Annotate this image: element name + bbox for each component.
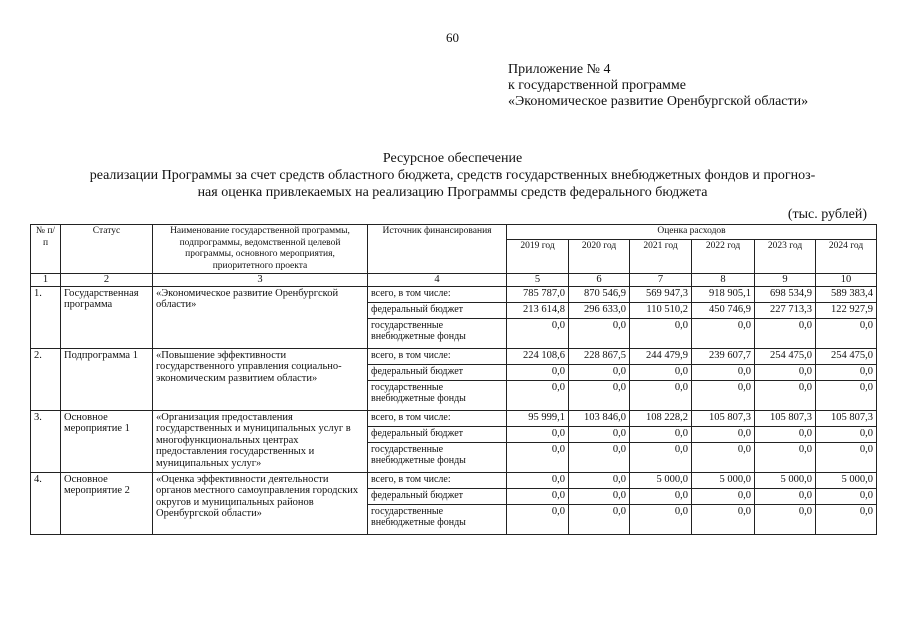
expense-value: 0,0 [816, 488, 877, 504]
expense-value: 0,0 [630, 380, 692, 410]
funding-source: федеральный бюджет [368, 364, 507, 380]
header-year: 2019 год [507, 240, 569, 274]
expense-value: 105 807,3 [692, 410, 755, 426]
expense-value: 0,0 [569, 488, 630, 504]
row-status: Основное мероприятие 1 [61, 410, 153, 472]
header-source: Источник финансирования [368, 225, 507, 274]
expense-value: 296 633,0 [569, 302, 630, 318]
expense-value: 0,0 [692, 504, 755, 534]
column-number: 10 [816, 274, 877, 287]
expense-value: 0,0 [816, 442, 877, 472]
expense-value: 0,0 [569, 380, 630, 410]
expense-value: 0,0 [692, 488, 755, 504]
row-number: 1. [31, 286, 61, 348]
header-year: 2024 год [816, 240, 877, 274]
column-number: 1 [31, 274, 61, 287]
page-number: 60 [446, 30, 459, 45]
column-number: 3 [153, 274, 368, 287]
expense-value: 0,0 [569, 318, 630, 348]
expense-value: 450 746,9 [692, 302, 755, 318]
expense-value: 0,0 [630, 488, 692, 504]
table-row [31, 286, 877, 302]
column-number: 8 [692, 274, 755, 287]
budget-table [30, 224, 877, 535]
expense-value: 0,0 [507, 442, 569, 472]
expense-value: 698 534,9 [755, 286, 816, 302]
expense-value: 228 867,5 [569, 348, 630, 364]
table-body [31, 286, 877, 534]
row-status: Государственная программа [61, 286, 153, 348]
expense-value: 0,0 [630, 442, 692, 472]
expense-value: 0,0 [692, 318, 755, 348]
expense-value: 0,0 [755, 488, 816, 504]
row-name: «Повышение эффективности государственного управления социально-экономическим развитием области» [153, 348, 368, 410]
expense-value: 0,0 [507, 380, 569, 410]
row-number: 3. [31, 410, 61, 472]
funding-source: федеральный бюджет [368, 488, 507, 504]
expense-value: 108 228,2 [630, 410, 692, 426]
row-number: 2. [31, 348, 61, 410]
expense-value: 0,0 [816, 318, 877, 348]
expense-value: 918 905,1 [692, 286, 755, 302]
expense-value: 0,0 [692, 364, 755, 380]
expense-value: 0,0 [692, 426, 755, 442]
row-number: 4. [31, 472, 61, 534]
expense-value: 105 807,3 [755, 410, 816, 426]
expense-value: 0,0 [507, 318, 569, 348]
title-line-2: реализации Программы за счет средств областного бюджета, средств государственных внебюджетных фондов и прогноз- [89, 168, 816, 183]
header-year: 2021 год [630, 240, 692, 274]
expense-value: 0,0 [755, 426, 816, 442]
expense-value: 0,0 [569, 472, 630, 488]
table-row [31, 472, 877, 488]
expense-value: 227 713,3 [755, 302, 816, 318]
expense-value: 0,0 [630, 504, 692, 534]
expense-value: 0,0 [569, 364, 630, 380]
column-number: 6 [569, 274, 630, 287]
expense-value: 0,0 [569, 426, 630, 442]
funding-source: всего, в том числе: [368, 410, 507, 426]
expense-value: 5 000,0 [755, 472, 816, 488]
expense-value: 0,0 [630, 318, 692, 348]
expense-value: 224 108,6 [507, 348, 569, 364]
column-number: 4 [368, 274, 507, 287]
funding-source: государственные внебюджетные фонды [368, 380, 507, 410]
expense-value: 95 999,1 [507, 410, 569, 426]
expense-value: 0,0 [755, 364, 816, 380]
header-year: 2020 год [569, 240, 630, 274]
expense-value: 110 510,2 [630, 302, 692, 318]
funding-source: государственные внебюджетные фонды [368, 504, 507, 534]
document-title [0, 150, 905, 201]
funding-source: федеральный бюджет [368, 302, 507, 318]
expense-value: 0,0 [816, 364, 877, 380]
expense-value: 0,0 [507, 488, 569, 504]
header-estimate: Оценка расходов [507, 225, 877, 240]
expense-value: 0,0 [816, 426, 877, 442]
expense-value: 0,0 [692, 380, 755, 410]
title-line-1: Ресурсное обеспечение [382, 151, 523, 166]
row-status: Подпрограмма 1 [61, 348, 153, 410]
funding-source: государственные внебюджетные фонды [368, 318, 507, 348]
appendix-line-2: к государственной программе [508, 78, 686, 93]
table-row [31, 348, 877, 364]
row-name: «Оценка эффективности деятельности органов местного самоуправления городских округов и муниципальных районов Оренбургской области» [153, 472, 368, 534]
header-year: 2023 год [755, 240, 816, 274]
header-year: 2022 год [692, 240, 755, 274]
expense-value: 785 787,0 [507, 286, 569, 302]
expense-value: 5 000,0 [692, 472, 755, 488]
row-name: «Организация предоставления государственных и муниципальных услуг в многофункциональных центрах предоставления государственных и муниципальных услуг» [153, 410, 368, 472]
expense-value: 0,0 [755, 380, 816, 410]
expense-value: 105 807,3 [816, 410, 877, 426]
column-number: 5 [507, 274, 569, 287]
header-no: № п/п [31, 225, 61, 274]
header-status: Статус [61, 225, 153, 274]
expense-value: 0,0 [507, 504, 569, 534]
column-number: 2 [61, 274, 153, 287]
expense-value: 254 475,0 [755, 348, 816, 364]
expense-value: 0,0 [755, 504, 816, 534]
expense-value: 0,0 [569, 504, 630, 534]
funding-source: федеральный бюджет [368, 426, 507, 442]
funding-source: всего, в том числе: [368, 472, 507, 488]
row-status: Основное мероприятие 2 [61, 472, 153, 534]
expense-value: 0,0 [692, 442, 755, 472]
row-name: «Экономическое развитие Оренбургской области» [153, 286, 368, 348]
expense-value: 0,0 [630, 364, 692, 380]
funding-source: всего, в том числе: [368, 286, 507, 302]
expense-value: 103 846,0 [569, 410, 630, 426]
expense-value: 0,0 [507, 364, 569, 380]
column-number: 7 [630, 274, 692, 287]
column-number-row [31, 274, 877, 287]
column-number: 9 [755, 274, 816, 287]
expense-value: 0,0 [630, 426, 692, 442]
expense-value: 589 383,4 [816, 286, 877, 302]
expense-value: 5 000,0 [816, 472, 877, 488]
expense-value: 0,0 [816, 380, 877, 410]
expense-value: 239 607,7 [692, 348, 755, 364]
expense-value: 870 546,9 [569, 286, 630, 302]
expense-value: 0,0 [569, 442, 630, 472]
appendix-line-3: «Экономическое развитие Оренбургской области» [508, 94, 809, 109]
units-label: (тыс. рублей) [787, 207, 867, 222]
expense-value: 569 947,3 [630, 286, 692, 302]
funding-source: государственные внебюджетные фонды [368, 442, 507, 472]
appendix-block [508, 62, 808, 110]
expense-value: 0,0 [755, 442, 816, 472]
expense-value: 0,0 [755, 318, 816, 348]
expense-value: 5 000,0 [630, 472, 692, 488]
expense-value: 254 475,0 [816, 348, 877, 364]
expense-value: 0,0 [816, 504, 877, 534]
header-name: Наименование государственной программы, подпрограммы, ведомственной целевой программы, основного мероприятия, приоритетного проекта [153, 225, 368, 274]
appendix-line-1: Приложение № 4 [508, 62, 611, 77]
expense-value: 213 614,8 [507, 302, 569, 318]
title-line-3: ная оценка привлекаемых на реализацию Программы средств федерального бюджета [197, 185, 708, 200]
expense-value: 0,0 [507, 472, 569, 488]
expense-value: 244 479,9 [630, 348, 692, 364]
funding-source: всего, в том числе: [368, 348, 507, 364]
expense-value: 0,0 [507, 426, 569, 442]
expense-value: 122 927,9 [816, 302, 877, 318]
table-row [31, 410, 877, 426]
